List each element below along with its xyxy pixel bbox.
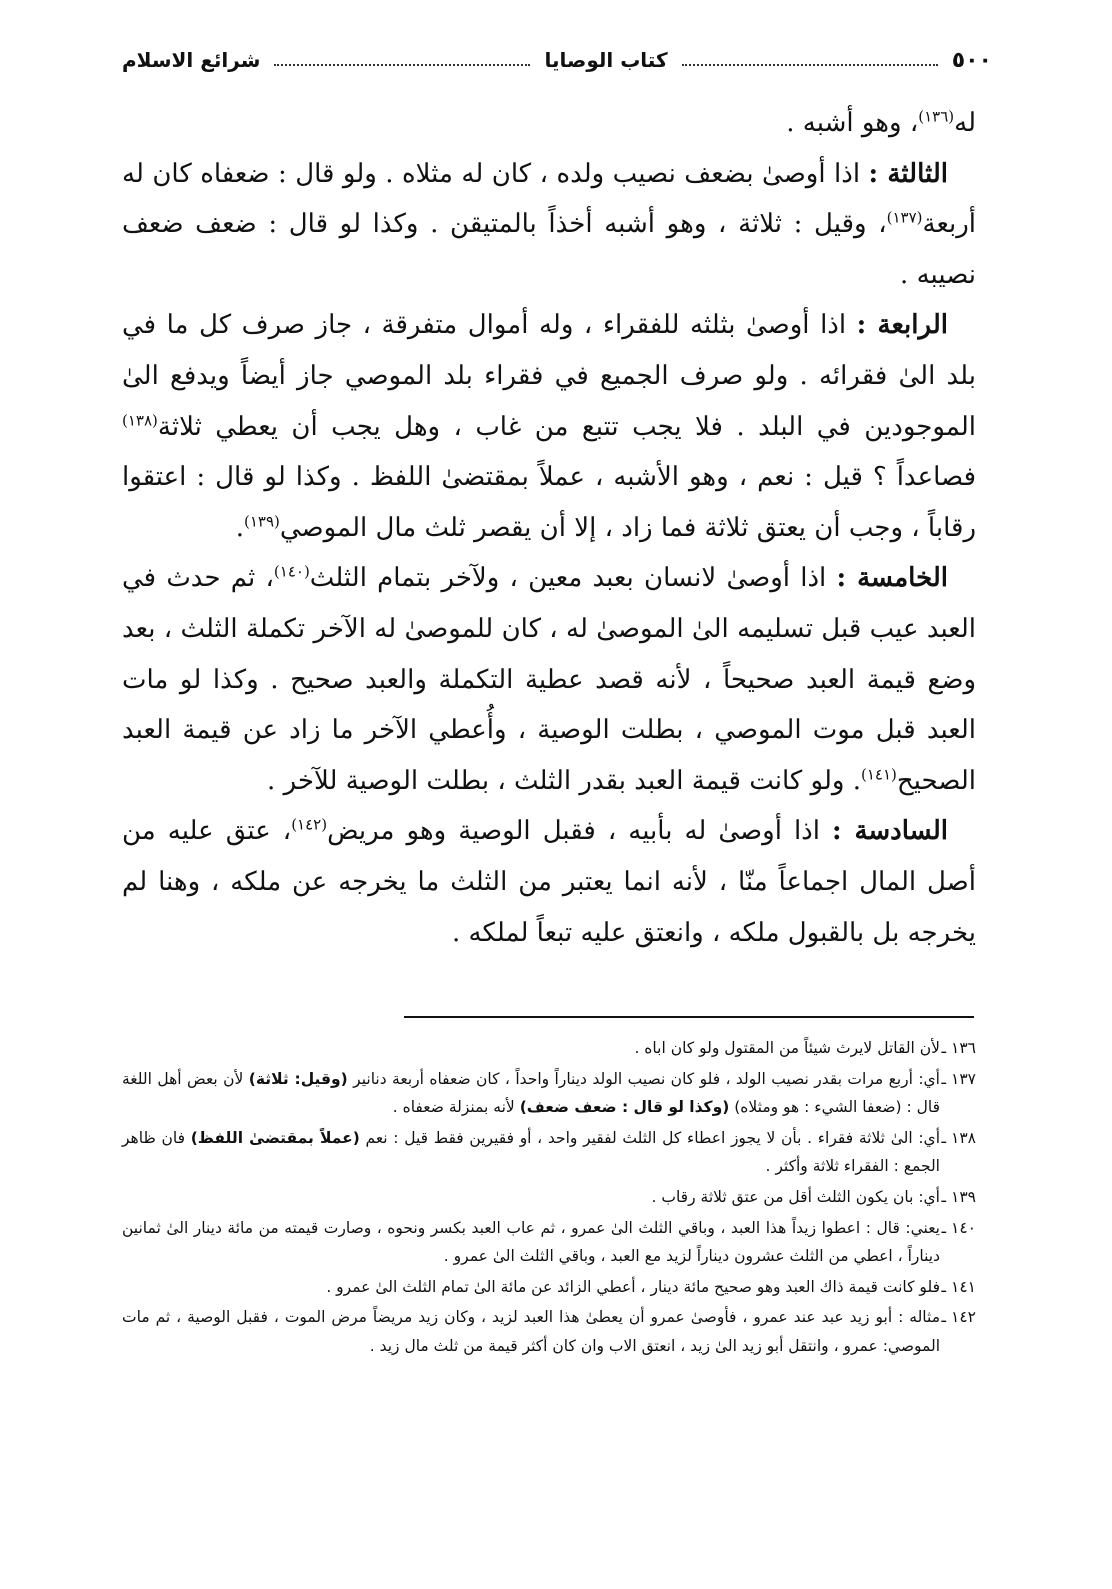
footnote-ref: (١٣٧) bbox=[886, 208, 923, 227]
paragraph-third: الثالثة : اذا أوصىٰ بضعف نصيب ولده ، كان له مثلاه . ولو قال : ضعفاه كان له أربعة$^{(١٣٧)}$، وقيل : ثلاثة ، وهو أشبه أخذاً بالمتيقن . وكذا لو قال : ضعف ضعف نصيبه . bbox=[122, 158, 976, 290]
section-label: الرابعة : bbox=[856, 310, 948, 341]
header-dotted-leader bbox=[274, 64, 530, 66]
footnote-ref: (١٣٩) bbox=[243, 512, 280, 531]
section-label: الثالثة : bbox=[868, 158, 948, 189]
header-dotted-leader bbox=[682, 64, 938, 66]
page-header bbox=[122, 44, 992, 76]
footnote-140: ١٤٠ ـيعني: قال : اعطوا زيداً هذا العبد ، وباقي الثلث الىٰ عمرو ، ثم عاب العبد بكسر ونحوه ، وصارت قيمته من مائة دينار الىٰ ثمانين ديناراً ، اعطي من الثلث عشرون ديناراً لزيد مع العبد ، وباقي الثلث الىٰ عمرو . bbox=[122, 1218, 976, 1266]
footnotes bbox=[122, 1034, 976, 1363]
page-number: ٥٠٠ bbox=[951, 47, 992, 73]
paragraph-continuation: له$^{(١٣٦)}$، وهو أشبه . bbox=[786, 107, 976, 138]
footnote-139: ١٣٩ ـأي: بان يكون الثلث أقل من عتق ثلاثة رقاب . bbox=[651, 1187, 976, 1206]
paragraph-fourth: الرابعة : اذا أوصىٰ بثلثه للفقراء ، وله أموال متفرقة ، جاز صرف كل ما في بلد الىٰ فقرائه . ولو صرف الجميع في فقراء بلد الموصي جاز أيضاً ويدفع الىٰ الموجودين في البلد . فلا يجب تتبع من غاب ، وهل يجب أن يعطي ثلاثة$^{(١٣٨)}$ فصاعداً ؟ قيل : نعم ، وهو الأشبه ، عملاً بمقتضىٰ اللفظ . وكذا لو قال : اعتقوا رقاباً ، وجب أن يعتق ثلاثة فما زاد ، إلا أن يقصر ثلث مال الموصي$^{(١٣٩)}$. bbox=[122, 310, 976, 543]
footnote-ref: (١٤٢) bbox=[291, 815, 328, 834]
main-text bbox=[122, 98, 976, 958]
footnote-ref: (١٣٨) bbox=[122, 410, 158, 429]
chapter-title: كتاب الوصايا bbox=[544, 48, 668, 72]
footnote-138: ١٣٨ ـأي: الىٰ ثلاثة فقراء . بأن لا يجوز اعطاء كل الثلث لفقير واحد ، أو فقيرين فقط قيل : نعم (عملاً بمقتضىٰ اللفظ) فان ظاهر الجمع : الفقراء ثلاثة وأكثر . bbox=[122, 1128, 976, 1176]
section-label: الخامسة : bbox=[836, 563, 949, 594]
paragraph-sixth: السادسة : اذا أوصىٰ له بأبيه ، فقبل الوصية وهو مريض$^{(١٤٢)}$، عتق عليه من أصل المال اجماعاً منّا ، لأنه انما يعتبر من الثلث ما يخرجه عن ملكه ، وهنا لم يخرجه بل بالقبول ملكه ، وانعتق عليه تبعاً لملكه . bbox=[122, 815, 976, 948]
book-title: شرائع الاسلام bbox=[122, 48, 261, 72]
footnote-ref: (١٤٠) bbox=[273, 562, 310, 581]
paragraph-fifth: الخامسة : اذا أوصىٰ لانسان بعبد معين ، ولآخر بتمام الثلث$^{(١٤٠)}$، ثم حدث في العبد عيب قبل تسليمه الىٰ الموصىٰ له ، كان للموصىٰ له الآخر تكملة الثلث ، بعد وضع قيمة العبد صحيحاً ، لأنه قصد عطية التكملة والعبد صحيح . وكذا لو مات العبد قبل موت الموصي ، بطلت الوصية ، وأُعطي الآخر ما زاد عن قيمة العبد الصحيح$^{(١٤١)}$. ولو كانت قيمة العبد بقدر الثلث ، بطلت الوصية للآخر . bbox=[122, 562, 976, 796]
footnote-141: ١٤١ ـفلو كانت قيمة ذاك العبد وهو صحيح مائة دينار ، أعطي الزائد عن مائة الىٰ تمام الثلث الىٰ عمرو . bbox=[326, 1277, 976, 1296]
footnote-separator bbox=[404, 1016, 974, 1018]
footnote-142: ١٤٢ ـمثاله : أبو زيد عبد عند عمرو ، فأوصىٰ عمرو أن يعطىٰ هذا العبد لزيد ، وكان زيد مريضاً مرض الموت ، فقبل الوصية ، ثم مات الموصي: عمرو ، وانتقل أبو زيد الىٰ زيد ، انعتق الاب وان كان أكثر قيمة من ثلث مال زيد . bbox=[122, 1308, 976, 1355]
footnote-136: ١٣٦ ـلأن القاتل لايرث شيئاً من المقتول ولو كان اباه . bbox=[634, 1039, 976, 1057]
footnote-137: ١٣٧ ـأي: أربع مرات بقدر نصيب الولد ، فلو كان نصيب الولد ديناراً واحداً ، كان ضعفاه أربعة دنانير (وقيل: ثلاثة) لأن بعض أهل اللغة قال : (ضعفا الشيء : هو ومثلاه) (وكذا لو قال : ضعف ضعف) لأنه بمنزلة ضعفاه . bbox=[122, 1069, 976, 1117]
footnote-ref: (١٣٦) bbox=[918, 107, 955, 126]
section-label: السادسة : bbox=[832, 816, 949, 847]
footnote-ref: (١٤١) bbox=[861, 765, 897, 784]
